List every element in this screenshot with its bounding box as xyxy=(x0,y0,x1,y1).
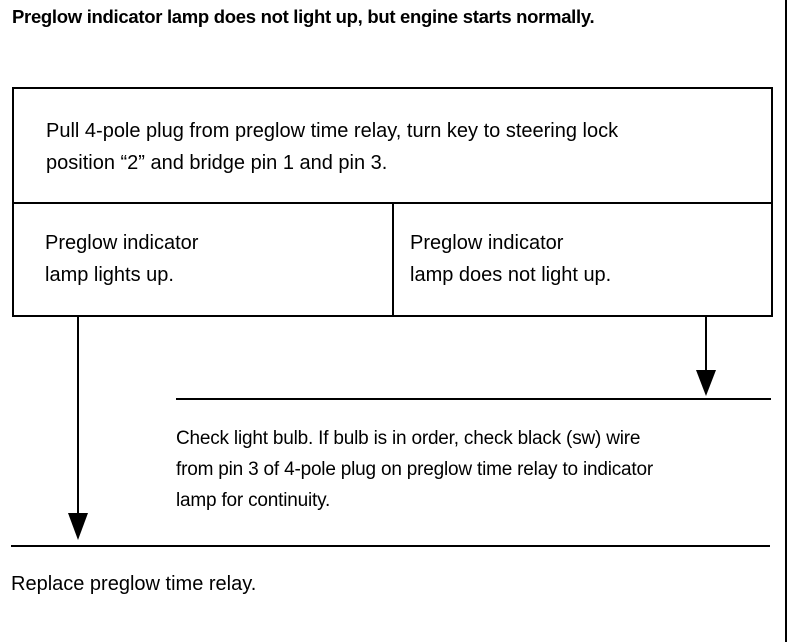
check-step-line-2: from pin 3 of 4-pole plug on preglow time relay to indicator xyxy=(176,459,653,480)
right-arrow-head-icon xyxy=(696,370,716,396)
outcome-left-text xyxy=(45,227,198,291)
check-step-text xyxy=(176,423,653,516)
outcome-left-line-2: lamp lights up. xyxy=(45,264,174,286)
final-step-text: Replace preglow time relay. xyxy=(11,573,257,595)
instruction-line-1: Pull 4-pole plug from preglow time relay, turn key to steering lock xyxy=(46,120,619,142)
page-title: Preglow indicator lamp does not light up, but engine starts normally. xyxy=(12,6,595,27)
instruction-text xyxy=(46,115,618,179)
left-arrow-head-icon xyxy=(68,513,88,540)
check-step-line-3: lamp for continuity. xyxy=(176,490,331,511)
outcome-right-line-1: Preglow indicator xyxy=(410,232,564,254)
outcome-right-line-2: lamp does not light up. xyxy=(410,264,612,286)
outcome-left-line-1: Preglow indicator xyxy=(45,232,199,254)
outcome-right-text xyxy=(410,227,611,291)
instruction-line-2: position “2” and bridge pin 1 and pin 3. xyxy=(46,152,388,174)
check-step-line-1: Check light bulb. If bulb is in order, check black (sw) wire xyxy=(176,428,641,449)
